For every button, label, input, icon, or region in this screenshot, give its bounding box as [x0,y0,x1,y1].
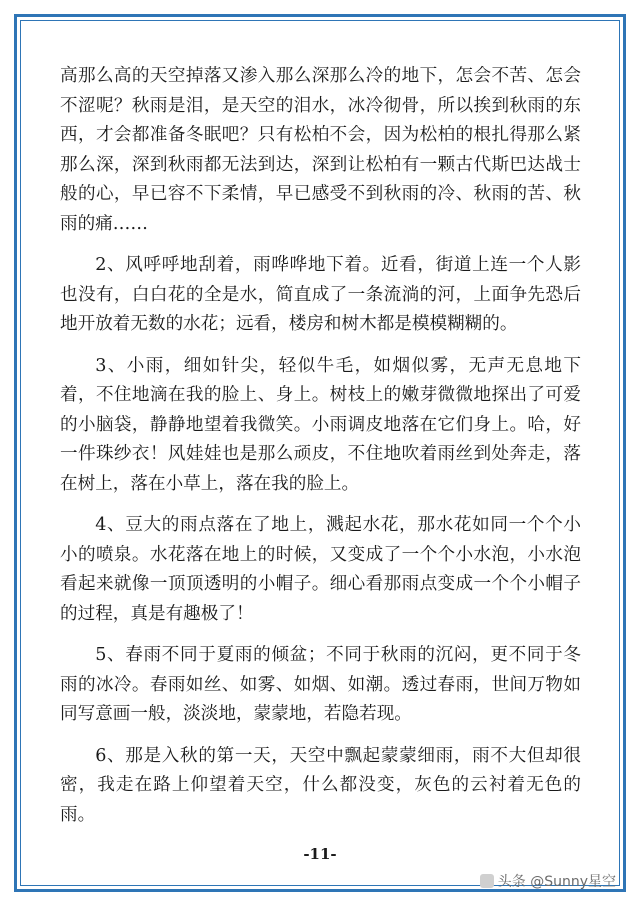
paragraph-4: 4、豆大的雨点落在了地上，溅起水花，那水花如同一个个小小的喷泉。水花落在地上的时候，又变成了一个个小水泡，小水泡看起来就像一顶顶透明的小帽子。细心看那雨点变成一个个小帽子的过程，真是有趣极了！ [60,515,581,624]
paragraph-2: 2、风呼呼地刮着，雨哗哗地下着。近看，街道上连一个人影也没有，白白花的全是水，简直成了一条流淌的河，上面争先恐后地开放着无数的水花；远看，楼房和树木都是模模糊糊的。 [60,255,581,334]
paragraph-5: 5、春雨不同于夏雨的倾盆；不同于秋雨的沉闷，更不同于冬雨的冰冷。春雨如丝、如雾、如烟、如潮。透过春雨，世间万物如同写意画一般，淡淡地，蒙蒙地，若隐若现。 [60,645,581,724]
document-body [60,62,581,842]
paragraph-continued: 高那么高的天空掉落又渗入那么深那么冷的地下，怎会不苦、怎会不涩呢？秋雨是泪，是天空的泪水，冰冷彻骨，所以挨到秋雨的东西，才会都准备冬眠吧？只有松柏不会，因为松柏的根扎得那么紧那么深，深到秋雨都无法到达，深到让松柏有一颗古代斯巴达战士般的心，早已容不下柔情，早已感受不到秋雨的冷、秋雨的苦、秋雨的痛…… [60,66,581,234]
page-number: -11- [303,845,337,863]
toutiao-logo-icon [480,874,494,888]
watermark-text: 头条 @Sunny星空 [497,874,616,890]
watermark [480,871,616,891]
paragraph-3: 3、小雨，细如针尖，轻似牛毛，如烟似雾，无声无息地下着，不住地滴在我的脸上、身上。树枝上的嫩芽微微地探出了可爱的小脑袋，静静地望着我微笑。小雨调皮地落在它们身上。哈，好一件珠纱衣！风娃娃也是那么顽皮，不住地吹着雨丝到处奔走，落在树上，落在小草上，落在我的脸上。 [60,355,581,494]
paragraph-6: 6、那是入秋的第一天，天空中飘起蒙蒙细雨，雨不大但却很密，我走在路上仰望着天空，什么都没变，灰色的云衬着无色的雨。 [60,745,581,825]
